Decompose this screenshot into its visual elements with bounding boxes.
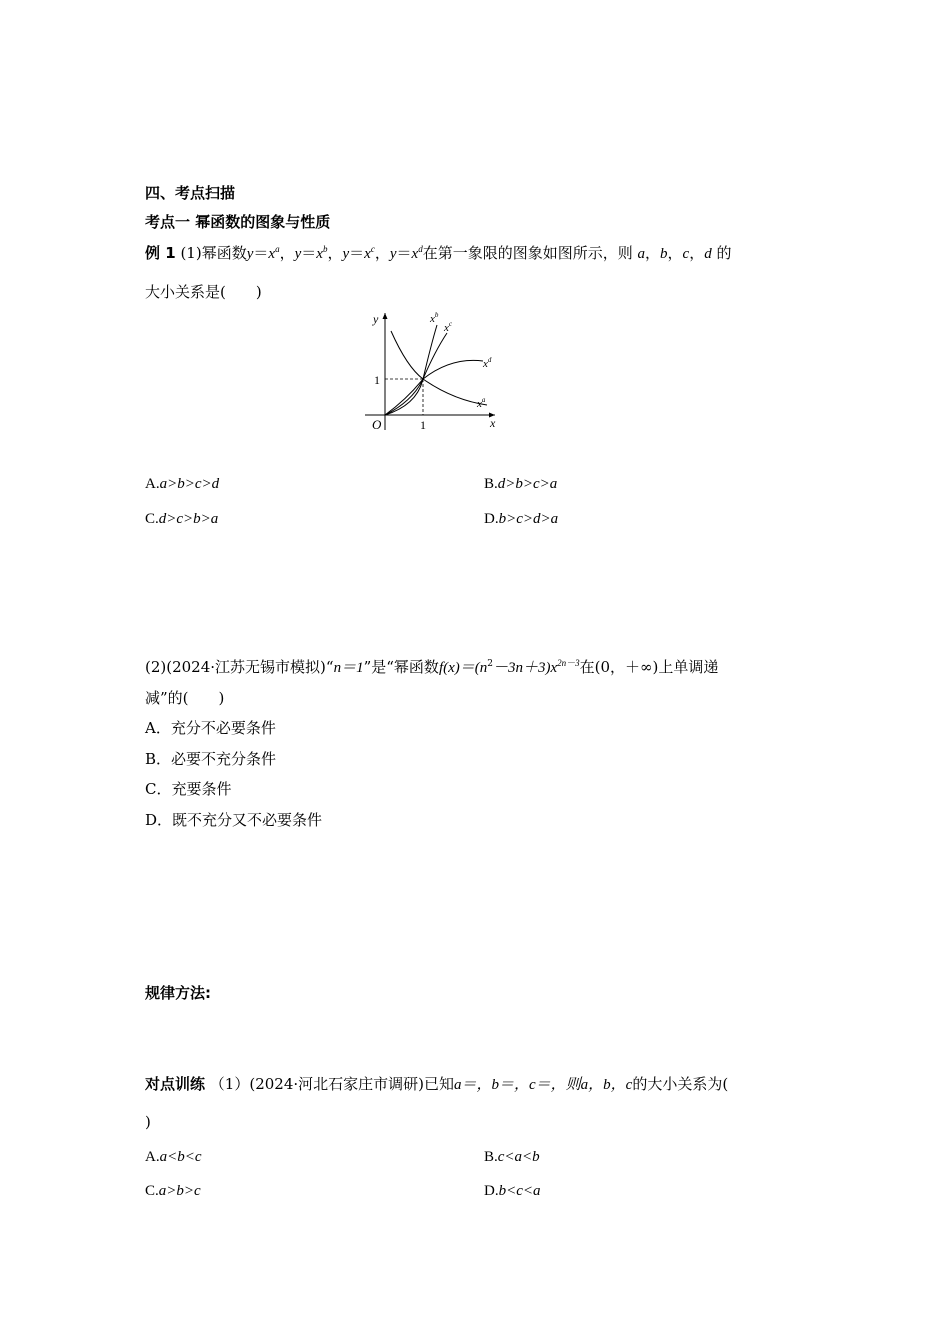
practice-line2: )	[145, 1113, 151, 1131]
example2-option-c[interactable]: C．充要条件	[145, 780, 232, 798]
curve-x-c	[385, 333, 447, 415]
example2-option-b[interactable]: B．必要不充分条件	[145, 750, 277, 768]
power-function-graph	[355, 305, 505, 435]
example2-line2: 减”的( )	[145, 689, 225, 707]
x-tick-one: 1	[420, 418, 426, 432]
example1-label: 例 1	[145, 244, 176, 262]
example1-option-a[interactable]: A.a>b>c>d	[145, 476, 220, 492]
practice-option-c[interactable]: C.a>b>c	[145, 1183, 201, 1199]
example2-option-d[interactable]: D．既不充分又不必要条件	[145, 811, 323, 829]
practice-option-a[interactable]: A.a<b<c	[145, 1149, 202, 1165]
method-label: 规律方法:	[145, 984, 211, 1002]
curve-label-b: $x^b$	[430, 311, 439, 325]
curve-x-a	[391, 331, 487, 405]
y-axis-arrow	[383, 313, 388, 319]
curve-labels	[429, 311, 492, 410]
y-axis-label: y	[373, 312, 379, 326]
example1-option-b[interactable]: B.d>b>c>a	[484, 476, 558, 492]
x-axis-label: x	[490, 416, 496, 430]
curve-x-b	[385, 325, 437, 415]
example2-line1: (2)(2024·江苏无锡市模拟)“n＝1”是“幂函数$f(x)=(n^2-3n+3)x^{2n-3}$在(0，＋∞)上单调递	[145, 658, 719, 676]
example1-option-c[interactable]: C.d>c>b>a	[145, 511, 219, 527]
example1-line1-end: 的	[716, 244, 732, 262]
example1-line1: 例 1 (1)幂函数$y=x^a$，$y=x^b$，$y=x^c$，$y=x^d$在第一象限的图象如图所示，则 a，b，c，d 的	[145, 244, 732, 262]
practice-option-b[interactable]: B.c<a<b	[484, 1149, 540, 1165]
origin-label: O	[372, 417, 382, 432]
curve-label-d: $x^d$	[483, 356, 492, 370]
example1-line2: 大小关系是( )	[145, 283, 262, 301]
curve-label-c: $x^c$	[444, 320, 452, 334]
example1-prefix: (1)幂函数	[180, 244, 247, 262]
y-tick-one: 1	[374, 373, 380, 387]
section-title: 四、考点扫描	[145, 184, 236, 202]
practice-label: 对点训练	[145, 1075, 206, 1093]
practice-option-d[interactable]: D.b<c<a	[484, 1183, 541, 1199]
example2-option-a[interactable]: A．充分不必要条件	[145, 719, 276, 737]
practice-line1: 对点训练 （1）(2024·河北石家庄市调研)已知a＝，b＝，c＝，则a，b，c的大小关系为(	[145, 1075, 729, 1093]
topic-title: 考点一 幂函数的图象与性质	[145, 213, 331, 231]
example1-line1-tail: 在第一象限的图象如图所示，则	[422, 244, 633, 262]
example1-option-d[interactable]: D.b>c>d>a	[484, 511, 559, 527]
curve-label-a: $x^a$	[477, 396, 486, 410]
